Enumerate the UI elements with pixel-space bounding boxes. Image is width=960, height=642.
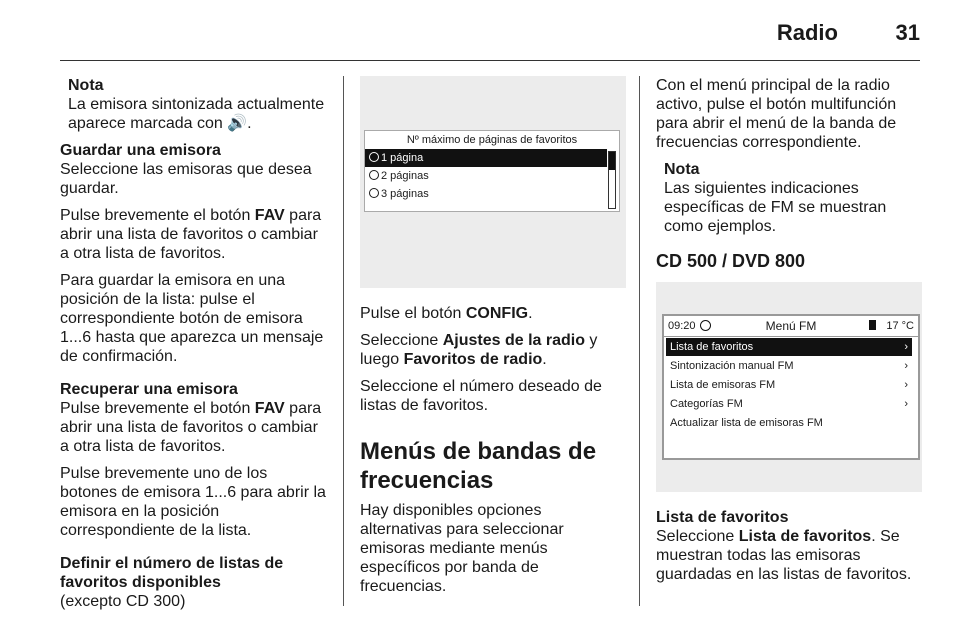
text-run: Seleccione <box>360 332 443 349</box>
clock-time: 09:20 <box>668 320 696 332</box>
screen-title: Nº máximo de páginas de favoritos <box>406 134 578 146</box>
paragraph: Seleccione las emisoras que desea guardar. <box>60 161 312 197</box>
screenshot-favorites-pages <box>360 76 626 288</box>
menu-item <box>666 414 912 432</box>
display-screen <box>662 314 920 460</box>
column-divider <box>639 76 640 606</box>
option-label: 1 página <box>381 152 424 164</box>
chapter-heading: Menús de bandas de frecuencias <box>360 438 597 494</box>
temperature: 17 °C <box>886 320 914 332</box>
menu-item-label: Lista de emisoras FM <box>670 379 776 391</box>
note-text: Las siguientes indicaciones específicas de FM se muestran como ejemplos. <box>664 180 887 235</box>
section-heading: Definir el número de listas de favoritos disponibles <box>60 555 284 591</box>
menu-item <box>666 395 912 413</box>
paragraph <box>656 527 922 584</box>
note-box <box>664 160 922 236</box>
option-row <box>365 167 607 185</box>
page-section-title: Radio <box>776 20 838 45</box>
section-heading: Guardar una emisora <box>60 142 221 159</box>
button-term: FAV <box>254 207 285 224</box>
page-number: 31 <box>895 20 920 45</box>
menu-term: Ajustes de la radio <box>442 332 585 349</box>
menu-item-label: Sintonización manual FM <box>670 360 794 372</box>
paragraph <box>60 399 328 456</box>
menu-item <box>666 357 912 375</box>
paragraph <box>60 206 328 263</box>
section-heading: Lista de favoritos <box>656 509 789 526</box>
phone-icon <box>869 320 876 330</box>
radio-icon <box>369 170 379 180</box>
option-label: 2 páginas <box>381 170 429 182</box>
paragraph <box>360 304 626 323</box>
text-run: y luego <box>360 332 598 368</box>
menu-item-label: Categorías FM <box>670 398 743 410</box>
chevron-right-icon: › <box>904 360 908 372</box>
button-term: CONFIG <box>465 305 529 322</box>
note-box <box>68 76 328 133</box>
text-run: para abrir una lista de favoritos o cambiar a otra lista de favoritos. <box>60 207 322 262</box>
menu-item <box>666 338 912 356</box>
option-label: 3 páginas <box>381 188 429 200</box>
menu-term: Lista de favoritos <box>738 528 872 545</box>
header-divider <box>60 60 920 61</box>
text-run: . <box>542 351 547 368</box>
menu-term: Favoritos de radio <box>403 351 543 368</box>
note-text: La emisora sintonizada actualmente aparece marcada con 🔊. <box>68 96 325 132</box>
column-3 <box>656 76 922 592</box>
text-run: Pulse el botón <box>360 305 466 322</box>
text-run: para abrir una lista de favoritos o cambiar a otra lista de favoritos. <box>60 400 322 455</box>
display-screen <box>364 130 620 212</box>
paragraph: Seleccione el número deseado de listas de favoritos. <box>360 378 602 414</box>
screenshot-fm-menu <box>656 282 922 492</box>
radio-icon <box>369 188 379 198</box>
column-2 <box>360 76 626 604</box>
model-heading: CD 500 / DVD 800 <box>656 251 806 271</box>
paragraph: (excepto CD 300) <box>60 593 186 610</box>
paragraph <box>360 331 626 369</box>
option-row <box>365 149 607 167</box>
note-title: Nota <box>68 77 104 94</box>
paragraph: Con el menú principal de la radio activo, pulse el botón multifunción para abrir el menú de la banda de frecuencias correspondiente. <box>656 77 897 151</box>
text-run: . <box>528 305 533 322</box>
screen-title: Menú FM <box>765 319 817 333</box>
chevron-right-icon: › <box>904 341 908 353</box>
menu-item-label: Actualizar lista de emisoras FM <box>670 417 823 429</box>
text-run: Pulse brevemente el botón <box>60 400 255 417</box>
menu-item <box>666 376 912 394</box>
chevron-right-icon: › <box>904 379 908 391</box>
column-1 <box>60 76 328 619</box>
button-term: FAV <box>254 400 285 417</box>
note-title: Nota <box>664 161 700 178</box>
scrollbar-thumb <box>609 152 615 170</box>
text-run: Pulse brevemente el botón <box>60 207 255 224</box>
paragraph: Hay disponibles opciones alternativas para seleccionar emisoras mediante menús específicos por banda de frecuencias. <box>360 502 564 595</box>
paragraph: Pulse brevemente uno de los botones de emisora 1...6 para abrir la emisora en la posición correspondiente de la lista. <box>60 465 326 539</box>
text-run: . Se muestran todas las emisoras guardadas en las listas de favoritos. <box>656 528 912 583</box>
section-heading: Recuperar una emisora <box>60 381 238 398</box>
chevron-right-icon: › <box>904 398 908 410</box>
menu-item-label: Lista de favoritos <box>670 341 754 353</box>
radio-icon <box>369 152 379 162</box>
scrollbar <box>608 151 616 209</box>
status-bar <box>664 316 918 337</box>
option-row <box>365 185 607 203</box>
paragraph: Para guardar la emisora en una posición de la lista: pulse el correspondiente botón de emisora 1...6 hasta que aparezca un mensaje de confirmación. <box>60 272 324 365</box>
text-run: Seleccione <box>656 528 739 545</box>
column-divider <box>343 76 344 606</box>
